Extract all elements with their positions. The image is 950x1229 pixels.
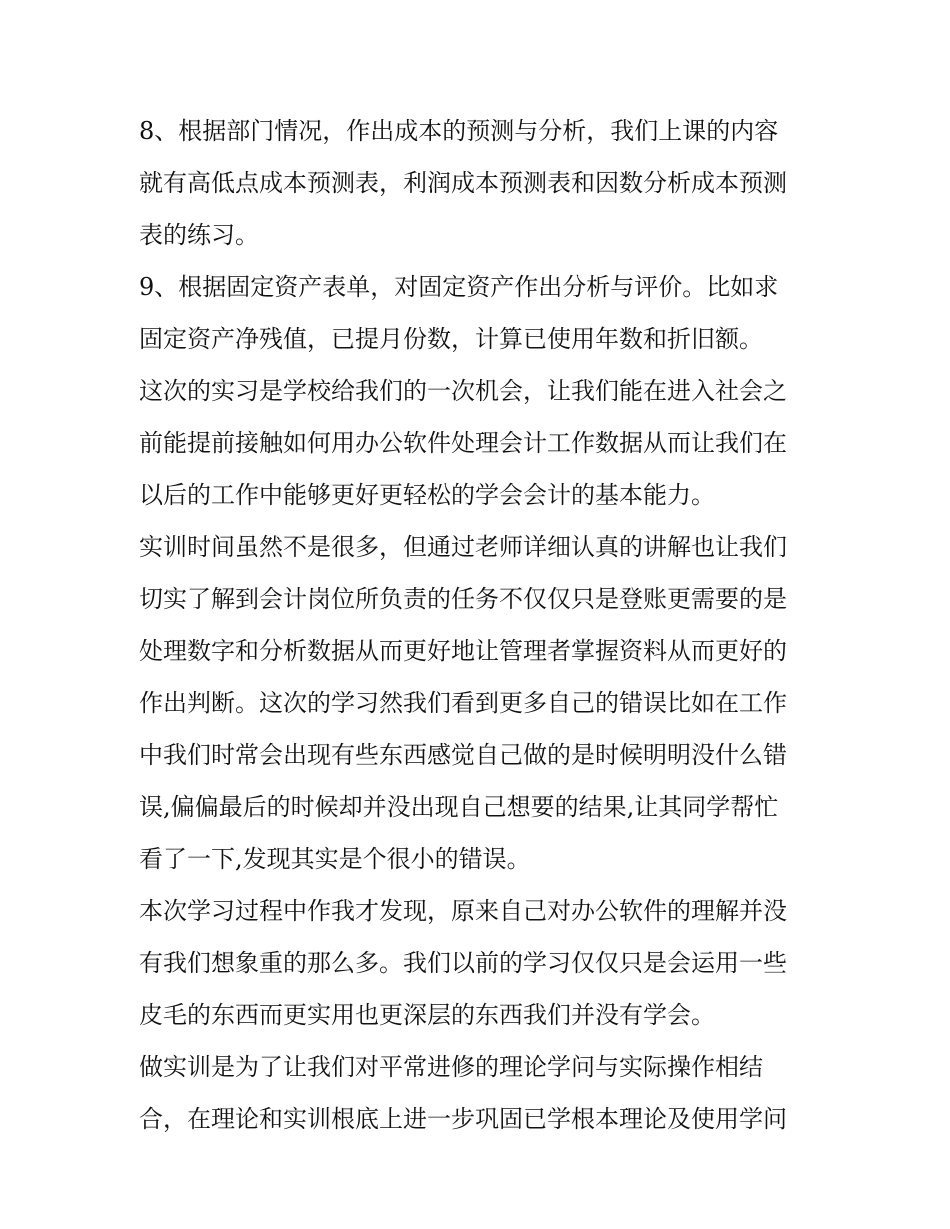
text-line: 误,偏偏最后的时候却并没出现自己想要的结果,让其同学帮忙 [139, 793, 779, 821]
text-line: 9、根据固定资产表单，对固定资产作出分析与评价。比如求 [139, 273, 779, 301]
text-line: 中我们时常会出现有些东西感觉自己做的是时候明明没什么错 [139, 741, 787, 769]
document-body [139, 105, 814, 1145]
text-line: 有我们想象重的那么多。我们以前的学习仅仅只是会运用一些 [139, 949, 787, 977]
text-line: 以后的工作中能够更好更轻松的学会会计的基本能力。 [139, 481, 715, 509]
text-line: 看了一下,发现其实是个很小的错误。 [139, 845, 531, 873]
paragraph-internship [139, 365, 814, 521]
text-line: 做实训是为了让我们对平常进修的理论学问与实际操作相结 [139, 1053, 763, 1081]
text-line: 实训时间虽然不是很多，但通过老师详细认真的讲解也让我们 [139, 533, 787, 561]
text-line: 8、根据部门情况，作出成本的预测与分析，我们上课的内容 [139, 117, 779, 145]
text-line: 前能提前接触如何用办公软件处理会计工作数据从而让我们在 [139, 429, 787, 457]
text-line: 固定资产净残值，已提月份数，计算已使用年数和折旧额。 [139, 325, 763, 353]
paragraph-training-time [139, 521, 814, 885]
text-line: 皮毛的东西而更实用也更深层的东西我们并没有学会。 [139, 1001, 715, 1029]
paragraph-9 [139, 261, 814, 365]
paragraph-8 [139, 105, 814, 261]
paragraph-learning-process [139, 885, 814, 1041]
text-line: 作出判断。这次的学习然我们看到更多自己的错误比如在工作 [139, 689, 787, 717]
text-line: 处理数字和分析数据从而更好地让管理者掌握资料从而更好的 [139, 637, 787, 665]
text-line: 这次的实习是学校给我们的一次机会，让我们能在进入社会之 [139, 377, 787, 405]
text-line: 本次学习过程中作我才发现，原来自己对办公软件的理解并没 [139, 897, 787, 925]
text-line: 表的练习。 [139, 221, 259, 249]
text-line: 合，在理论和实训根底上进一步巩固已学根本理论及使用学问 [139, 1105, 787, 1133]
text-line: 就有高低点成本预测表，利润成本预测表和因数分析成本预测 [139, 169, 787, 197]
paragraph-training-purpose [139, 1041, 814, 1145]
text-line: 切实了解到会计岗位所负责的任务不仅仅只是登账更需要的是 [139, 585, 787, 613]
